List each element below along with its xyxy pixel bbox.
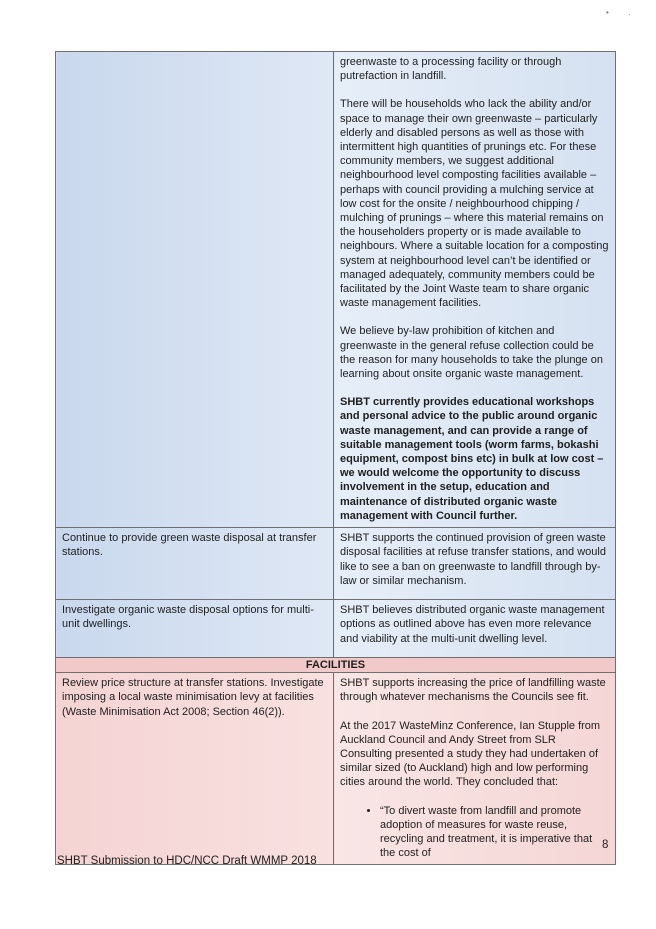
table-row xyxy=(56,600,616,658)
response-text: SHBT believes distributed organic waste management options as outlined above has even more relevance and viability at the multi-unit dwelling level. xyxy=(340,604,605,645)
table-row xyxy=(56,52,616,528)
proposal-cell xyxy=(56,52,334,528)
response-bold-paragraph: SHBT currently provides educational workshops and personal advice to the public around organic waste management, and can provide a range of suitable management tools (worm farms, bokashi equipment, compost bins etc) in bulk at low cost – we would welcome the opportunity to discuss involvement in the setup, education and maintenance of distributed organic waste management with Council further. xyxy=(340,396,604,522)
response-paragraph: We believe by-law prohibition of kitchen and greenwaste in the general refuse collection could be the reason for many households to take the plunge on learning about onsite organic waste management. xyxy=(340,325,603,381)
scan-mark: • xyxy=(606,8,609,17)
response-paragraph: There will be households who lack the ability and/or space to manage their own greenwaste – particularly elderly and disabled persons as well as those with intermittent high quantities of prunings etc. For these community members, we suggest additional neighbourhood level composting facilities available – perhaps with council providing a mulching service at low cost for the onsite / neighbourhood chipping / mulching of prunings – where this material remains on the householders property or is made available to neighbours. Where a suitable location for a composting system at neighbourhood level can’t be identified or managed adequately, community members could be facilitated by the Joint Waste team to share organic waste management facilities. xyxy=(340,98,609,310)
proposal-text: Review price structure at transfer stations. Investigate imposing a local waste minimisation levy at facilities (Waste Minimisation Act 2008; Section 46(2)). xyxy=(62,677,324,718)
proposal-text: Continue to provide green waste disposal at transfer stations. xyxy=(62,532,317,559)
section-heading-row xyxy=(56,658,616,673)
table-row xyxy=(56,528,616,600)
response-paragraph: At the 2017 WasteMinz Conference, Ian Stupple from Auckland Council and Andy Street from SLR Consulting presented a study they had undertaken of similar sized (to Auckland) high and low performing cities around the world. They concluded that: xyxy=(340,719,601,789)
quote-list xyxy=(340,804,609,861)
response-text: SHBT supports the continued provision of green waste disposal facilities at refuse transfer stations, and would like to see a ban on greenwaste to landfill through by-law or similar mechanism. xyxy=(340,532,606,587)
scan-mark: · xyxy=(628,10,631,19)
submission-table xyxy=(55,51,616,865)
proposal-text: Investigate organic waste disposal options for multi-unit dwellings. xyxy=(62,604,314,631)
response-paragraph: SHBT supports increasing the price of landfilling waste through whatever mechanisms the Councils see fit. xyxy=(340,677,606,704)
section-heading: FACILITIES xyxy=(56,658,616,673)
response-paragraph: greenwaste to a processing facility or through putrefaction in landfill. xyxy=(340,56,562,83)
table-row xyxy=(56,673,616,865)
page-number: 8 xyxy=(602,839,609,851)
response-cell xyxy=(334,52,616,528)
footer-text: SHBT Submission to HDC/NCC Draft WMMP 2018 xyxy=(57,855,317,867)
quote-bullet: • “To divert waste from landfill and promote adoption of measures for waste reuse, recycling and treatment, it is imperative that the cost of xyxy=(380,804,609,861)
